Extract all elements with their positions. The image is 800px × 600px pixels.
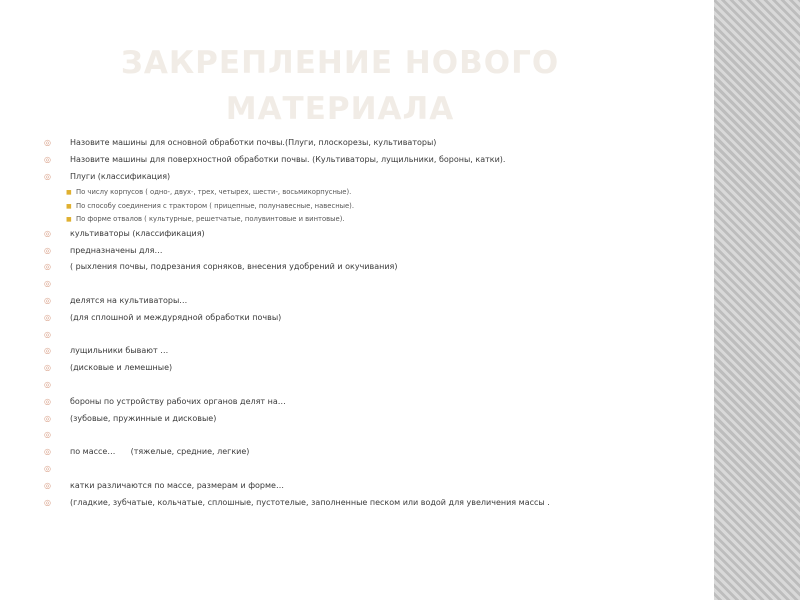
sub-list-item-text: По числу корпусов ( одно-, двух-, трех, четырех, шести-, восьмикорпусные). [76,188,352,197]
list-item-text: делятся на культиваторы… [70,296,188,306]
list-item-text: культиваторы (классификация) [70,228,205,238]
bullet-icon: ◎ [44,380,51,390]
square-bullet-icon: ■ [66,216,72,224]
square-bullet-icon: ■ [66,202,72,210]
bullet-icon: ◎ [44,228,51,238]
list-item-text: Назовите машины для основной обработки почвы.(Плуги, плоскорезы, культиваторы) [70,138,437,147]
list-item [44,155,704,172]
list-item [44,262,704,279]
list-item [44,363,704,380]
list-item-text: (гладкие, зубчатые, кольчатые, сплошные, пустотелые, заполненные песком или водой для увеличения массы . [70,497,550,507]
sub-list-item-text: По форме отвалов ( культурные, решетчатые, полувинтовые и винтовые). [76,215,345,224]
list-item-text: по массе… (тяжелые, средние, легкие) [70,447,250,457]
list-item [44,229,704,246]
bullet-icon: ◎ [44,312,51,322]
sub-list-item [66,188,704,202]
list-item-text: ( рыхления почвы, подрезания сорняков, внесения удобрений и окучивания) [70,262,398,272]
list-item-text: (для сплошной и междурядной обработки почвы) [70,312,282,322]
list-item-text: Плуги (классификация) [70,171,171,181]
list-item [44,481,704,498]
bullet-icon: ◎ [44,396,51,406]
title-line-2: МАТЕРИАЛА [225,91,455,127]
list-item-text: катки различаются по массе, размерам и форме… [70,480,284,490]
bullet-icon: ◎ [44,363,51,373]
list-item [44,330,704,347]
list-item-text: Назовите машины для поверхностной обработки почвы. (Культиваторы, лущильники, бороны, катки). [70,154,506,164]
list-item [44,498,704,515]
list-item-text: лущильники бывают … [70,346,169,356]
list-item [44,172,704,189]
list-item [44,397,704,414]
list-item-text: (зубовые, пружинные и дисковые) [70,413,217,423]
list-item [44,414,704,431]
list-item [44,246,704,263]
bullet-icon: ◎ [44,262,51,272]
list-item [44,138,704,155]
bullet-icon: ◎ [44,480,51,490]
bullet-icon: ◎ [44,138,51,147]
bullet-icon: ◎ [44,464,51,474]
list-item [44,279,704,296]
bullet-icon: ◎ [44,245,51,255]
list-item [44,313,704,330]
sub-list-item [66,202,704,216]
bullet-icon: ◎ [44,329,51,339]
bullet-icon: ◎ [44,154,51,164]
bullet-icon: ◎ [44,171,51,181]
bullet-icon: ◎ [44,279,51,289]
sub-list-item [66,215,704,229]
list-item [44,430,704,447]
list-item [44,346,704,363]
bullet-icon: ◎ [44,497,51,507]
square-bullet-icon: ■ [66,189,72,197]
list-item-text: бороны по устройству рабочих органов делят на… [70,396,286,406]
decorative-side-stripe [714,0,800,600]
list-item-text: предназначены для… [70,245,163,255]
bullet-list-continued [44,229,704,515]
bullet-icon: ◎ [44,447,51,457]
bullet-icon: ◎ [44,346,51,356]
list-item-text: (дисковые и лемешные) [70,363,173,373]
list-item [44,296,704,313]
list-item [44,380,704,397]
bullet-icon: ◎ [44,413,51,423]
sub-list-item-text: По способу соединения с трактором ( прицепные, полунавесные, навесные). [76,201,354,210]
title-line-1: ЗАКРЕПЛЕНИЕ НОВОГО [120,45,560,81]
bullet-list [44,138,704,514]
list-item [44,464,704,481]
bullet-icon: ◎ [44,430,51,440]
list-item [44,447,704,464]
slide-title [60,40,620,132]
bullet-icon: ◎ [44,296,51,306]
